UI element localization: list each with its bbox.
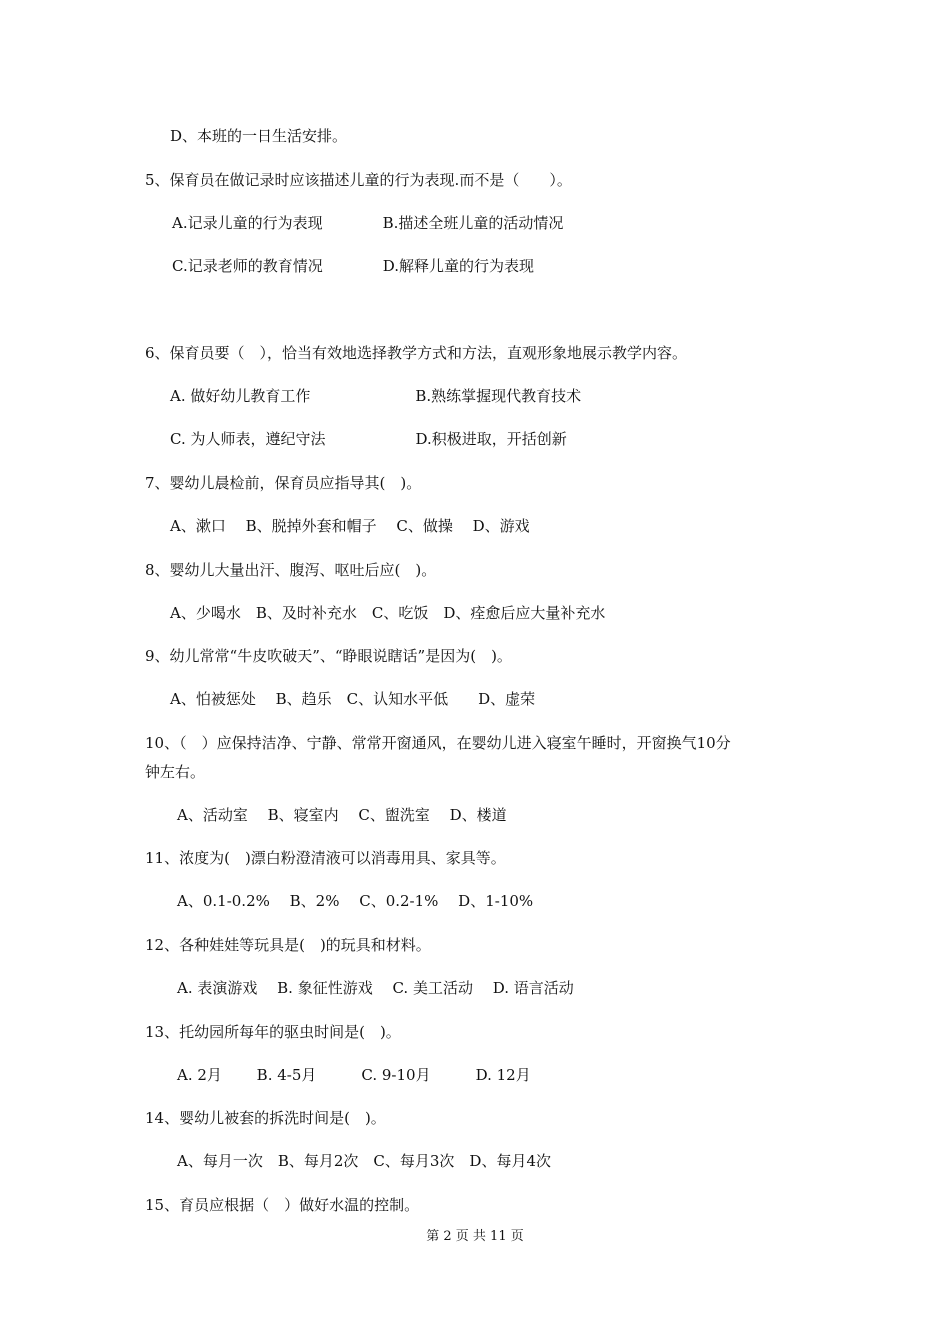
q12-options: A. 表演游戏 B. 象征性游戏 C. 美工活动 D. 语言活动 (177, 979, 574, 997)
q6-options-cd: C. 为人师表，遵纪守法 D.积极进取，开括创新 (170, 430, 567, 448)
q6-options-ab: A. 做好幼儿教育工作 B.熟练掌握现代教育技术 (170, 387, 582, 405)
q5-options-ab: A.记录儿童的行为表现 B.描述全班儿童的活动情况 (172, 214, 564, 232)
question-9: 9、幼儿常常“牛皮吹破天”、“睁眼说瞎话”是因为( )。 (145, 647, 512, 665)
question-14: 14、婴幼儿被套的拆洗时间是( )。 (145, 1109, 386, 1127)
q9-options: A、怕被惩处 B、趋乐 C、认知水平低 D、虚荣 (170, 690, 536, 708)
q8-options: A、少喝水 B、及时补充水 C、吃饭 D、痊愈后应大量补充水 (170, 604, 606, 622)
question-5: 5、保育员在做记录时应该描述儿童的行为表现.而不是（ ）。 (145, 171, 572, 189)
page-number-footer: 第 2 页 共 11 页 (426, 1229, 524, 1244)
q7-options: A、漱口 B、脱掉外套和帽子 C、做操 D、游戏 (170, 517, 530, 535)
question-8: 8、婴幼儿大量出汗、腹泻、呕吐后应( )。 (145, 561, 437, 579)
question-11: 11、浓度为( )漂白粉澄清液可以消毒用具、家具等。 (145, 849, 506, 867)
q10-options: A、活动室 B、寝室内 C、盥洗室 D、楼道 (177, 806, 507, 824)
question-10-continued: 钟左右。 (145, 763, 206, 781)
q13-options: A. 2月 B. 4-5月 C. 9-10月 D. 12月 (177, 1066, 531, 1084)
q14-options: A、每月一次 B、每月2次 C、每月3次 D、每月4次 (177, 1152, 551, 1170)
question-12: 12、各种娃娃等玩具是( )的玩具和材料。 (145, 936, 431, 954)
q5-options-cd: C.记录老师的教育情况 D.解释儿童的行为表现 (172, 257, 534, 275)
text-line-d-option-q4: D、本班的一日生活安排。 (170, 127, 348, 145)
question-6: 6、保育员要（ ），恰当有效地选择教学方式和方法，直观形象地展示教学内容。 (145, 344, 688, 362)
q11-options: A、0.1-0.2% B、2% C、0.2-1% D、1-10% (177, 892, 534, 910)
question-10: 10、（ ）应保持洁净、宁静、常常开窗通风，在婴幼儿进入寝室午睡时，开窗换气10分 (145, 734, 731, 752)
question-7: 7、婴幼儿晨检前，保育员应指导其( )。 (145, 474, 422, 492)
question-15: 15、育员应根据（ ）做好水温的控制。 (145, 1196, 420, 1214)
question-13: 13、托幼园所每年的驱虫时间是( )。 (145, 1023, 401, 1041)
